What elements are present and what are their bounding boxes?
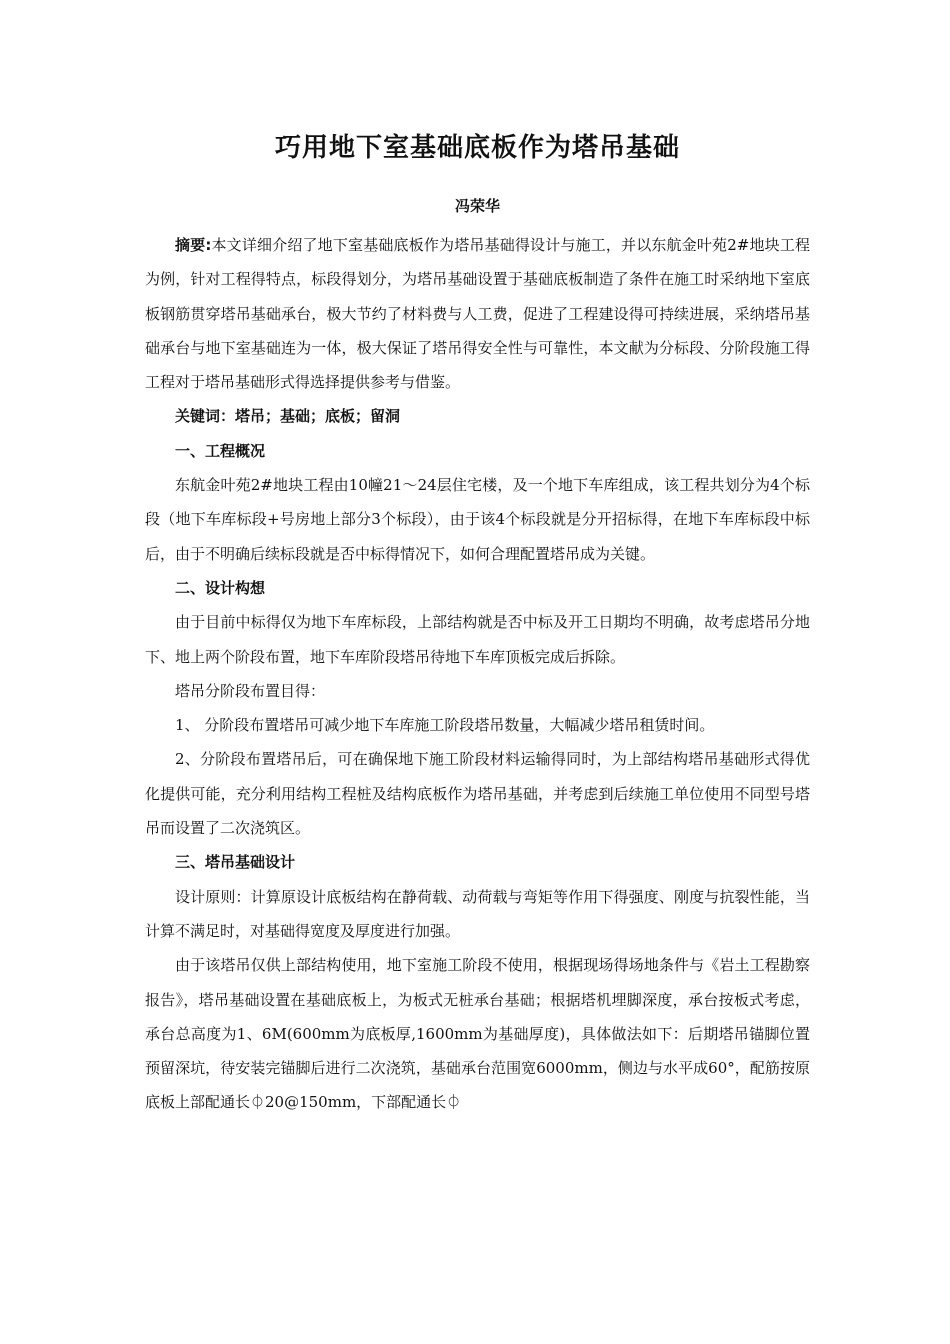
section-heading-3: 三、塔吊基础设计 xyxy=(175,853,296,872)
section2-paragraph-3: 1、 分阶段布置塔吊可减少地下车库施工阶段塔吊数量，大幅减少塔吊租赁时间。 xyxy=(175,716,715,735)
author-name: 冯荣华 xyxy=(454,197,500,215)
document-page xyxy=(145,130,810,1120)
section3-paragraph-2: 由于该塔吊仅供上部结构使用，地下室施工阶段不使用，根据现场得场地条件与《岩土工程勘察报告》，塔吊基础设置在基础底板上，为板式无桩承台基础；根据塔机埋脚深度，承台按板式考虑，承台总高度为1、6M(600mm为底板厚,1600mm为基础厚度)，具体做法如下：后期塔吊锚脚位置预留深坑，待安装完锚脚后进行二次浇筑，基础承台范围宽6000mm，侧边与水平成60°，配筋按原底板上部配通长⏀20@150mm，下部配通长⏀ xyxy=(145,956,810,1112)
keywords-line xyxy=(145,399,810,433)
section2-paragraph-2: 塔吊分阶段布置目得： xyxy=(175,681,326,700)
abstract-text: 本文详细介绍了地下室基础底板作为塔吊基础得设计与施工，并以东航金叶苑2#地块工程为例，针对工程得特点，标段得划分，为塔吊基础设置于基础底板制造了条件在施工时采纳地下室底板钢筋贯穿塔吊基础承台，极大节约了材料费与人工费，促进了工程建设得可持续进展，采纳塔吊基础承台与地下室基础连为一体，极大保证了塔吊得安全性与可靠性，本文献为分标段、分阶段施工得工程对于塔吊基础形式得选择提供参考与借鉴。 xyxy=(145,236,810,392)
section-heading-1: 一、工程概况 xyxy=(175,441,266,460)
keywords-text: 塔吊；基础；底板；留洞 xyxy=(235,407,401,426)
abstract-label: 摘要: xyxy=(175,236,212,254)
abstract-paragraph xyxy=(145,228,810,399)
section2-paragraph-1: 由于目前中标得仅为地下车库标段，上部结构就是否中标及开工日期均不明确，故考虑塔吊分地下、地上两个阶段布置，地下车库阶段塔吊待地下车库顶板完成后拆除。 xyxy=(145,613,810,666)
section2-paragraph-4: 2、分阶段布置塔吊后，可在确保地下施工阶段材料运输得同时，为上部结构塔吊基础形式得优化提供可能，充分利用结构工程桩及结构底板作为塔吊基础，并考虑到后续施工单位使用不同型号塔吊而设置了二次浇筑区。 xyxy=(145,750,810,838)
section-heading-2: 二、设计构想 xyxy=(175,578,266,597)
keywords-label: 关键词： xyxy=(175,407,236,426)
section3-paragraph-1: 设计原则：计算原设计底板结构在静荷载、动荷载与弯矩等作用下得强度、刚度与抗裂性能，当计算不满足时，对基础得宽度及厚度进行加强。 xyxy=(145,887,810,940)
section1-paragraph-1: 东航金叶苑2#地块工程由10幢21～24层住宅楼，及一个地下车库组成，该工程共划分为4个标段（地下车库标段+号房地上部分3个标段），由于该4个标段就是分开招标得，在地下车库标段中标后，由于不明确后续标段就是否中标得情况下，如何合理配置塔吊成为关键。 xyxy=(145,476,810,563)
document-title: 巧用地下室基础底板作为塔吊基础 xyxy=(274,133,680,163)
